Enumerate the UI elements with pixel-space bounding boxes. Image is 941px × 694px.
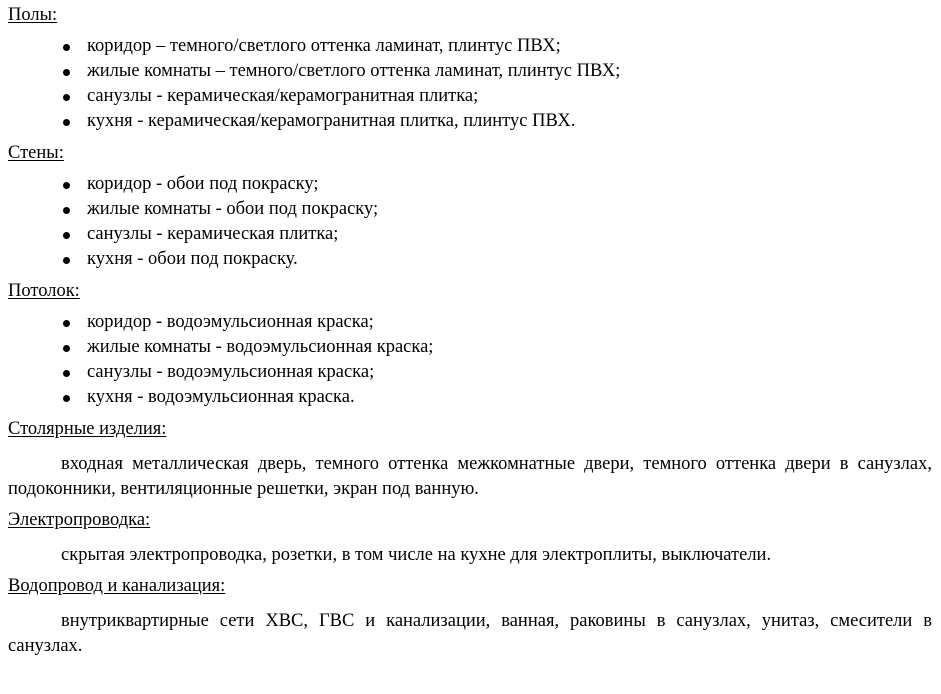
list-item: кухня - керамическая/керамогранитная плитка, плинтус ПВХ. <box>8 109 932 134</box>
section-heading-walls: Стены: <box>8 143 64 163</box>
section-heading-joinery: Столярные изделия: <box>8 419 167 439</box>
ceiling-list <box>8 310 932 410</box>
bullet-icon <box>63 395 70 402</box>
list-item: жилые комнаты – темного/светлого оттенка ламинат, плинтус ПВХ; <box>8 59 932 84</box>
bullet-icon <box>63 69 70 76</box>
list-item: коридор – темного/светлого оттенка ламинат, плинтус ПВХ; <box>8 34 932 59</box>
document <box>8 3 932 659</box>
floors-list <box>8 34 932 134</box>
bullet-icon <box>63 94 70 101</box>
bullet-icon <box>63 370 70 377</box>
list-item: санузлы - водоэмульсионная краска; <box>8 360 932 385</box>
section-heading-plumbing: Водопровод и канализация: <box>8 576 226 596</box>
bullet-icon <box>63 345 70 352</box>
bullet-icon <box>63 119 70 126</box>
walls-list <box>8 172 932 272</box>
list-item: кухня - водоэмульсионная краска. <box>8 385 932 410</box>
bullet-icon <box>63 257 70 264</box>
bullet-icon <box>63 182 70 189</box>
list-item: кухня - обои под покраску. <box>8 247 932 272</box>
bullet-icon <box>63 232 70 239</box>
section-heading-electrical: Электропроводка: <box>8 510 151 530</box>
list-item: жилые комнаты - водоэмульсионная краска; <box>8 335 932 360</box>
bullet-icon <box>63 207 70 214</box>
section-heading-ceiling: Потолок: <box>8 281 80 301</box>
bullet-icon <box>63 320 70 327</box>
list-item: санузлы - керамическая/керамогранитная плитка; <box>8 84 932 109</box>
list-item: жилые комнаты - обои под покраску; <box>8 197 932 222</box>
joinery-paragraph: входная металлическая дверь, темного оттенка межкомнатные двери, темного оттенка двери в санузлах, подоконники, вентиляционные решетки, экран под ванную. <box>8 454 932 499</box>
plumbing-paragraph: внутриквартирные сети ХВС, ГВС и канализации, ванная, раковины в санузлах, унитаз, смесители в санузлах. <box>8 611 932 656</box>
section-heading-floors: Полы: <box>8 5 58 25</box>
list-item: коридор - водоэмульсионная краска; <box>8 310 932 335</box>
list-item: коридор - обои под покраску; <box>8 172 932 197</box>
bullet-icon <box>63 44 70 51</box>
electrical-paragraph: скрытая электропроводка, розетки, в том числе на кухне для электроплиты, выключатели. <box>61 545 772 565</box>
list-item: санузлы - керамическая плитка; <box>8 222 932 247</box>
